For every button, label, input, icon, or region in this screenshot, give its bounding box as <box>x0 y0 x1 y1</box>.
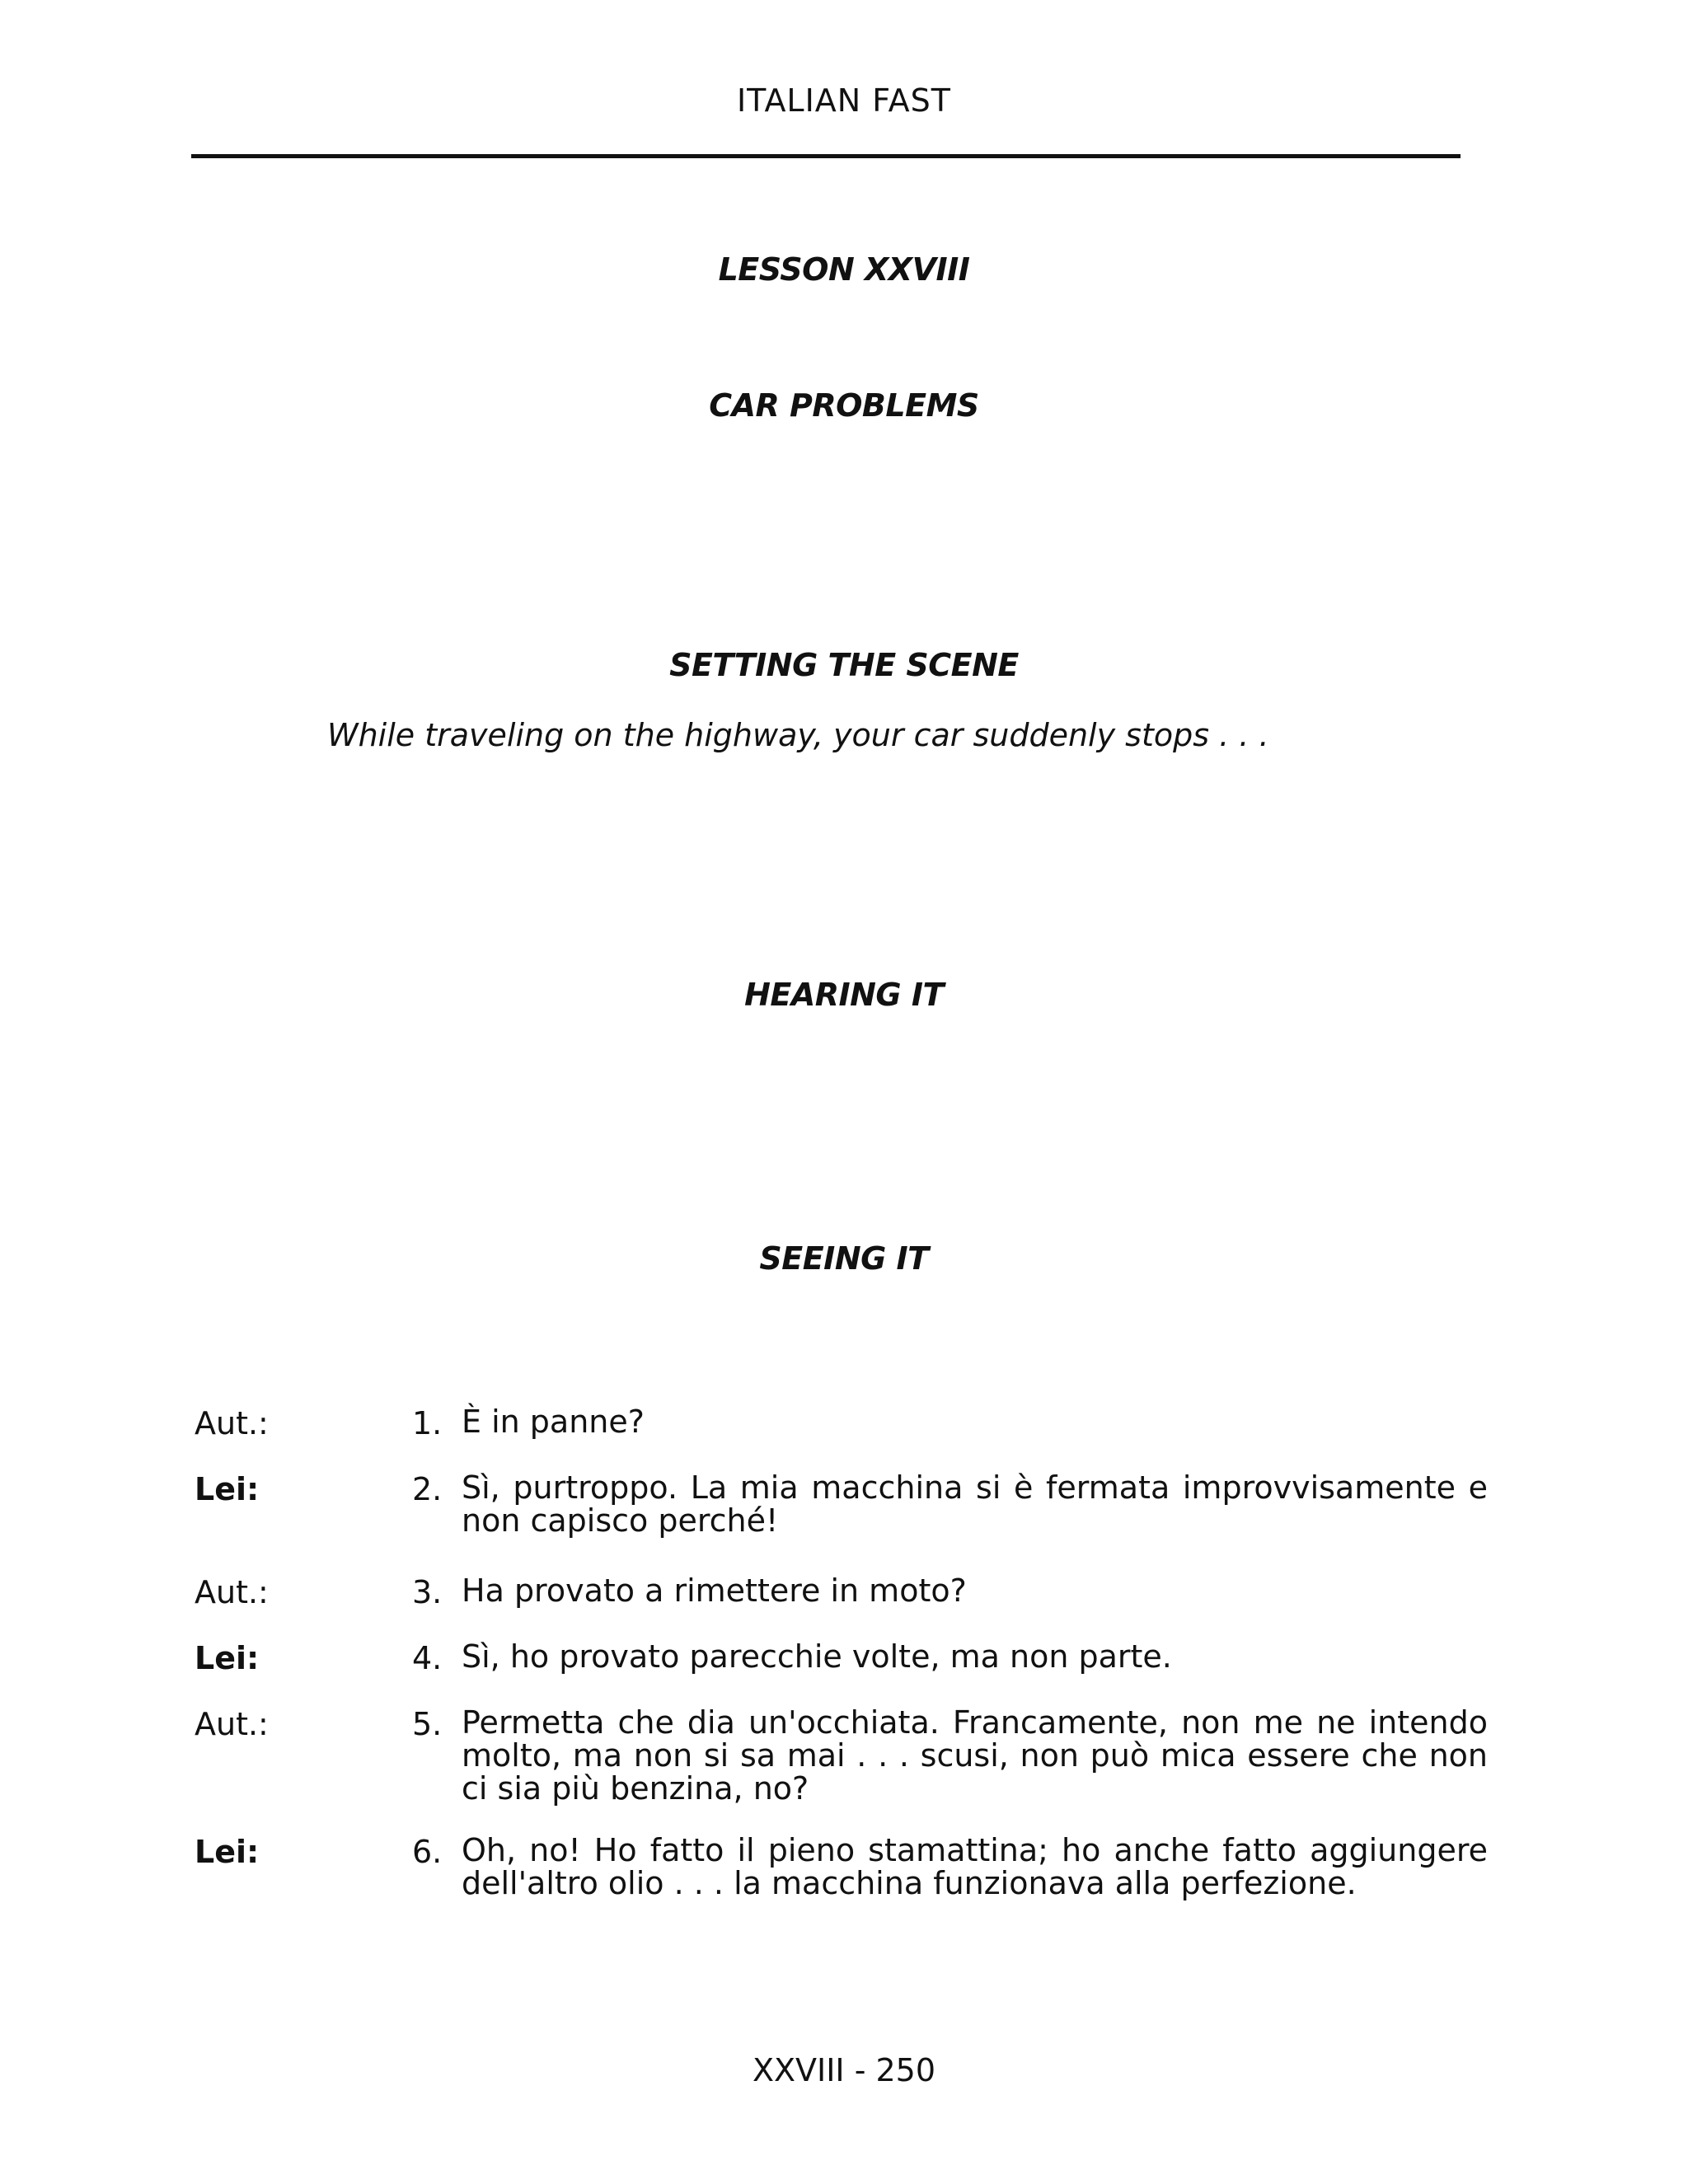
hearing-heading: HEARING IT <box>744 977 944 1013</box>
page-number: XXVIII - 250 <box>752 2052 936 2088</box>
line-number: 4. <box>412 1640 443 1676</box>
seeing-heading: SEEING IT <box>759 1240 929 1277</box>
setting-text: While traveling on the highway, your car suddenly stops . . . <box>327 717 1269 753</box>
line-text: È in panne? <box>462 1404 645 1440</box>
speaker-label: Lei: <box>195 1834 260 1870</box>
speaker-label: Lei: <box>195 1471 260 1507</box>
line-text: Sì, purtroppo. La mia macchina si è fermata improvvisamente e non capisco perché! <box>462 1469 1488 1539</box>
setting-heading: SETTING THE SCENE <box>669 647 1019 683</box>
running-head: ITALIAN FAST <box>736 82 952 119</box>
line-number: 5. <box>412 1706 443 1742</box>
speaker-label: Aut.: <box>195 1706 269 1742</box>
line-number: 3. <box>412 1574 443 1610</box>
speaker-label: Aut.: <box>195 1574 269 1610</box>
line-number: 6. <box>412 1834 443 1870</box>
header-rule <box>191 154 1461 158</box>
lesson-title: LESSON XXVIII <box>718 251 970 288</box>
line-number: 2. <box>412 1471 443 1507</box>
line-text: Oh, no! Ho fatto il pieno stamattina; ho anche fatto aggiungere dell'altro olio . . . la macchina funzionava alla perfezione. <box>462 1832 1488 1901</box>
line-text: Ha provato a rimettere in moto? <box>462 1572 967 1609</box>
speaker-label: Lei: <box>195 1640 260 1676</box>
line-text: Sì, ho provato parecchie volte, ma non parte. <box>462 1638 1172 1675</box>
speaker-label: Aut.: <box>195 1405 269 1441</box>
line-number: 1. <box>412 1405 443 1441</box>
lesson-subtitle: CAR PROBLEMS <box>709 387 979 424</box>
line-text: Permetta che dia un'occhiata. Francamente, non me ne intendo molto, ma non si sa mai . . . scusi, non può mica essere che non ci sia più benzina, no? <box>462 1704 1488 1807</box>
